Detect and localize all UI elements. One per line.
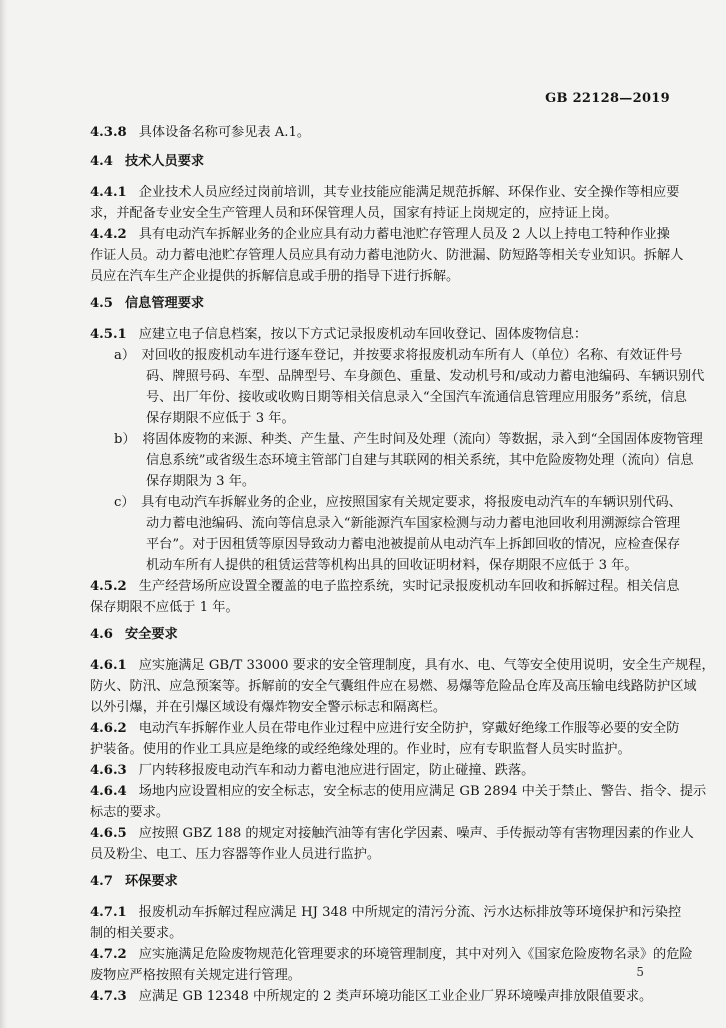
text-line: 保存期限为 3 年。 [146, 474, 256, 489]
clause-4-6-1: 4.6.1 应实施满足 GB/T 33000 要求的安全管理制度，具有水、电、气等安全使用说明，安全生产规程， [90, 658, 715, 673]
list-item-a: a） 对回收的报废机动车进行逐车登记，并按要求将报废机动车所有人（单位）名称、有效证件号 [114, 348, 683, 363]
text-line: 平台”。对于因租赁等原因导致动力蓄电池被提前从电动汽车上拆卸回收的情况，应检查保存 [146, 537, 681, 552]
text-line: 以外引爆，并在引爆区域设有爆炸物安全警示标志和隔离栏。 [90, 700, 447, 715]
clause-4-7-1: 4.7.1 报废机动车拆解过程应满足 HJ 348 中所规定的清污分流、污水达标排放等环境保护和污染控 [90, 905, 682, 920]
text-line: 防火、防汛、应急预案等。拆解前的安全气囊组件应在易燃、易爆等危险品仓库及高压输电线路防护区域 [90, 679, 697, 694]
text-line: 制的相关要求。 [90, 926, 183, 941]
standard-code-header: GB 22128—2019 [545, 91, 670, 106]
clause-4-4-1: 4.4.1 企业技术人员应经过岗前培训，其专业技能应能满足规范拆解、环保作业、安全操作等相应要 [90, 185, 680, 200]
text-line: 码、牌照号码、车型、品牌型号、车身颜色、重量、发动机号和/或动力蓄电池编码、车辆识别代 [146, 369, 705, 384]
text-line: 护装备。使用的作业工具应是绝缘的或经绝缘处理的。作业时，应有专职监督人员实时监护。 [90, 742, 631, 757]
text-line: 作证人员。动力蓄电池贮存管理人员应具有动力蓄电池防火、防泄漏、防短路等相关专业知识。拆解人 [90, 248, 684, 263]
text-line: 废物应严格按照有关规定进行管理。 [90, 968, 301, 983]
text-line: 号、出厂年份、接收或收购日期等相关信息录入“全国汽车流通信息管理应用服务”系统，信息 [146, 390, 687, 405]
clause-4-5-2: 4.5.2 生产经营场所应设置全覆盖的电子监控系统，实时记录报废机动车回收和拆解过程。相关信息 [90, 579, 680, 594]
text-line: 保存期限不应低于 1 年。 [90, 600, 239, 615]
clause-4-3-8: 4.3.8 具体设备名称可参见表 A.1。 [90, 125, 311, 140]
clause-4-6-2: 4.6.2 电动汽车拆解作业人员在带电作业过程中应进行安全防护，穿戴好绝缘工作服等必要的安全防 [90, 721, 680, 736]
text-line: 机动车所有人提供的租赁运营等机构出具的回收证明材料，保存期限不应低于 3 年。 [146, 558, 638, 573]
section-heading-4-5: 4.5 信息管理要求 [90, 296, 205, 311]
clause-4-6-3: 4.6.3 厂内转移报废电动汽车和动力蓄电池应进行固定，防止碰撞、跌落。 [90, 763, 535, 778]
text-line: 员应在汽车生产企业提供的拆解信息或手册的指导下进行拆解。 [90, 269, 460, 284]
clause-4-6-5: 4.6.5 应按照 GBZ 188 的规定对接触汽油等有害化学因素、噪声、手传振动等有害物理因素的作业人 [90, 826, 694, 841]
clause-4-7-2: 4.7.2 应实施满足危险废物规范化管理要求的环境管理制度，其中对列入《国家危险废物名录》的危险 [90, 947, 693, 962]
list-item-b: b） 将固体废物的来源、种类、产生量、产生时间及处理（流向）等数据，录入到“全国固体废物管理 [114, 432, 703, 447]
text-line: 信息系统”或省级生态环境主管部门自建与其联网的相关系统，其中危险废物处理（流向）信息 [146, 453, 694, 468]
text-line: 保存期限不应低于 3 年。 [146, 411, 295, 426]
clause-4-6-4: 4.6.4 场地内应设置相应的安全标志，安全标志的使用应满足 GB 2894 中关于禁止、警告、指令、提示 [90, 784, 707, 799]
page-edge-shadow [0, 0, 8, 1028]
list-item-c: c） 具有电动汽车拆解业务的企业，应按照国家有关规定要求，将报废电动汽车的车辆识别代码、 [114, 495, 682, 510]
text-line: 动力蓄电池编码、流向等信息录入“新能源汽车国家检测与动力蓄电池回收利用溯源综合管理 [146, 516, 681, 531]
page-number: 5 [636, 965, 644, 979]
section-heading-4-6: 4.6 安全要求 [90, 627, 178, 642]
clause-4-5-1: 4.5.1 应建立电子信息档案，按以下方式记录报废机动车回收登记、固体废物信息： [90, 327, 588, 342]
clause-4-7-3: 4.7.3 应满足 GB 12348 中所规定的 2 类声环境功能区工业企业厂界环境噪声排放限值要求。 [90, 989, 653, 1004]
section-heading-4-7: 4.7 环保要求 [90, 874, 178, 889]
section-heading-4-4: 4.4 技术人员要求 [90, 154, 205, 169]
text-line: 标志的要求。 [90, 805, 170, 820]
clause-4-4-2: 4.4.2 具有电动汽车拆解业务的企业应具有动力蓄电池贮存管理人员及 2 人以上持电工特种作业操 [90, 227, 670, 242]
text-line: 求，并配备专业安全生产管理人员和环保管理人员，国家有持证上岗规定的，应持证上岗。 [90, 206, 618, 221]
text-line: 员及粉尘、电工、压力容器等作业人员进行监护。 [90, 847, 381, 862]
